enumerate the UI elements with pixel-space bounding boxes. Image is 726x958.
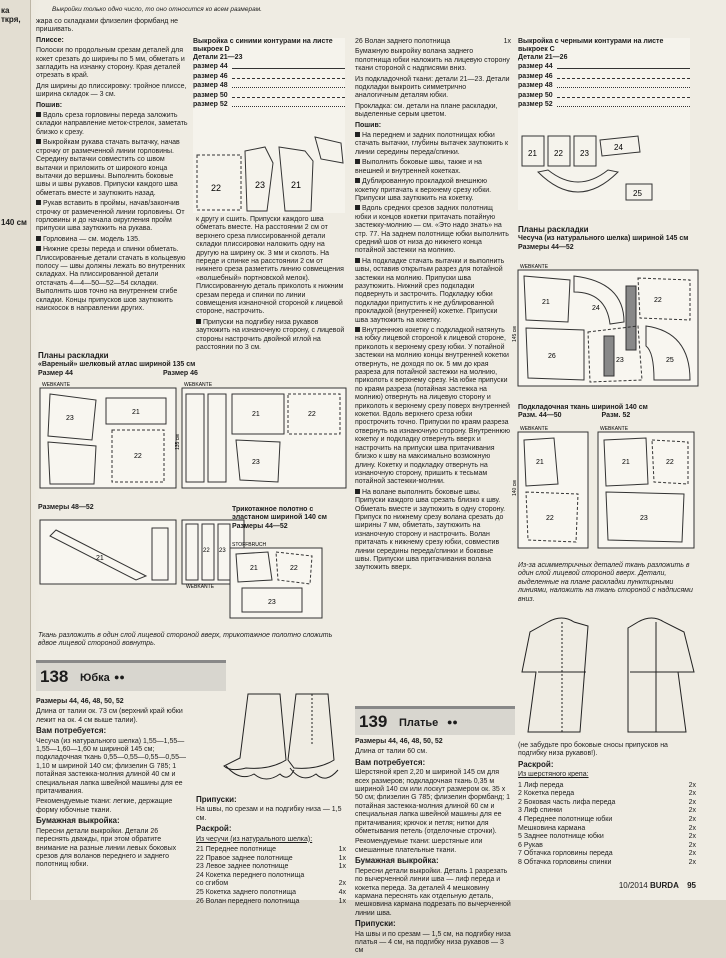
cut-item-qty: 2x [688,798,696,806]
model-139-need-extra: Рекомендуемые ткани: шерстяные или смешанные плательные ткани. [355,838,483,854]
poshiv-heading: Пошив: [36,101,63,109]
webkante-46: WEBKANTE [184,382,213,388]
strip-text-2: 140 см [1,218,27,227]
piece-21-label: 21 [291,180,302,190]
r-p25: 25 [666,357,674,364]
col3-item-5: На подкладке стачать вытачки и выполнить швы, оставив открытым разрез для потайной застежки на молнию. Припуски шва разутюжить. Нижний срез подкладки подвернуть и застрочить. Подкладку юбки подкладки припустить к не дублированной прокладкой (внутренней) кокетке. Припуски шва заутюжить на кокетку. [355,257,505,324]
stoffbruch-label: STOFFBRUCH [232,542,267,548]
skirt-technical-drawing [230,690,340,800]
cut-list-item [196,863,346,872]
c-piece-23: 23 [580,149,589,158]
model-139-allow-text: На швы и по срезам — 1,5 см, на подгибку низа платья — 4 см, на подгибку низа рукавов — 3 см [355,930,511,955]
cut-item-name: 25 Кокетка заднего полотнища [196,889,297,896]
col2-p1: к другу и сшить. Припуски каждого шва обметать вместе. На расстоянии 2 см от верхнего среза плиссированной детали складки плиссировки наложить одну на другую на ширину ок. 3 мм и сколоть. На переде и спинке на расстоянии 2 см от нижнего среза разметить линию совмещения «волшебный» портновской мелок). Плиссированную деталь приколоть к нижним срезам переда и спинки по линии совмещения изнаночной стороной к лицевой стороне, настрочить. [196,216,344,316]
dress-technical-drawing [518,612,698,742]
model-139-length: Длина от талии 60 см. [355,748,428,756]
size-52-label: размер 52 [193,101,228,108]
cut-item-name: 24 Кокетка переднего полотнища [196,871,305,879]
plans-fabric: «Вареный» шелковый атлас шириной 135 см [38,361,196,369]
col3-item-6: Внутреннюю кокетку с подкладкой натянуть на юбку лицевой стороной к лицевой стороне, приколоть к верхнему срезу юбки. У потайной застежки на молнию концы внутренней кокетки отвернуть, не доходя по ок. 5 мм до края разреза для потайной застежки на молнию, приколоть к верхнему срезу. На юбке припуски по краям разреза (потайная застежка на молнию) отвернуть на лицевую сторону и приколоть к верхнему срезу поверх внутренней кокетки. Вдоль верхнего среза юбки прострочить точно. Припуски по краям разреза отвернуть на изнаночную сторону. Внутреннюю кокетку и подкладку отвернуть вверх и настрочить на припуски шва притачивания близко к шву на максимально возможную длину. Кокетку и подкладку отвернуть на изнаночную сторону, пришить к тесьмам потайной застежки-молнии. [355,327,511,486]
piece-22-label: 22 [211,183,222,193]
allowance-text: На швы, по срезам и на подгибку низа — 1,5 см. [196,806,342,822]
knit-plan [228,540,328,622]
cut-item-qty: 2x [688,841,696,849]
intro-text: жара со складками флизелин формбанд не пришивать. [36,18,179,34]
model-138-text [36,698,192,872]
size-50-label: размер 50 [193,91,228,99]
p46-21: 21 [252,411,260,418]
cut-item-qty: 2x [688,858,696,866]
cut-item-qty: 2x [688,824,696,832]
cut-item-qty: 2x [688,833,696,841]
dress-cut-section [518,742,696,868]
lining-cutting-plan [514,424,704,554]
c-size-48-label: размер 48 [518,82,553,89]
cut-list-item [518,833,696,842]
knit-p22: 22 [290,565,298,572]
cut-list-item [518,782,696,791]
knit-sizes: Размеры 44—52 [232,522,288,530]
pattern-c-details: Детали 21—26 [518,54,568,61]
model-138-name: Юбка [80,672,110,684]
cut-item-name: 22 Правое заднее полотнище [196,854,293,862]
model-138-need-extra: Рекомендуемые ткани: легкие, держащие форму юбочные ткани. [36,798,173,814]
cut-item-qty: 2x [688,781,696,789]
cut-item-name: 3 Лиф спинки [518,807,563,815]
right-width-label: 145 см [512,326,518,342]
webkante-48: WEBKANTE [186,584,215,590]
model-138-cut [196,796,346,906]
knit-p21: 21 [250,565,258,572]
col3-item-7: На волане выполнить боковые швы. Припуски каждого шва срезать близко к шву. Обметать вместе и заутюжить в одну сторону. Припуск по нижнему срезу волана срезать до ширины 7 мм, обметать, заутюжить на изнаночную сторону и настрочить. Волан притачать к нижнему срезу юбки, совместив линии середины переда/спинки и боковые швы. Припуски шва притачивания волана заутюжить вверх. [355,488,506,572]
col3-p1: Бумажную выкройку волана заднего полотнища юбки наложить на лицевую сторону ткани стороной с надписями вниз. [355,48,510,73]
r-p26: 26 [548,353,556,360]
model-139-allow-heading: Припуски: [355,919,396,929]
cut-list-item [518,859,696,868]
model-138-titlebar [36,660,226,691]
cut-item-name: 8 Обтачка горловины спинки [518,858,612,866]
model-138-sizes: Размеры 44, 46, 48, 50, 52 [36,698,124,705]
pattern-box-c [518,38,690,210]
cut-item-name: 7 Обтачка горловины переда [518,850,613,858]
page-number: 95 [687,881,696,890]
model-138-length: Длина от талии ок. 73 см (верхний край юбки лежит на ок. 4 см выше талии). [36,708,183,724]
model-139-paper-text: Пересни детали выкройки. Деталь 1 разрезать по вычерченной линии шва — лиф переда и кокетка переда. За деталей 4 мешковину кармана переснять как отдельную деталь, мешковина кармана подрезать по вычерченной линии шва. [355,867,511,917]
model-139-paper-heading: Бумажная выкройка: [355,856,439,866]
plans-heading: Планы раскладки [38,351,109,360]
plisse-heading: Плиссе: [36,36,64,44]
r-p22: 22 [654,297,662,304]
c-piece-21: 21 [528,149,537,158]
poshiv-p4: Горловина — см. модель 135. [43,235,141,243]
r-p21: 21 [542,299,550,306]
cut-list-item [518,816,696,825]
cut-list-item [518,825,696,834]
cut-list-item [196,846,346,855]
c-size-50-label: размер 50 [518,91,553,99]
col2-p2: Припуски на подгибку низа рукавов заутюжить на изнаночную сторону, с лицевой стороны настрочить двойной иглой на расстоянии по 3 см. [196,318,345,352]
volan-qty: 1x [503,38,511,45]
lin-p22: 22 [546,515,554,522]
plisse-text-2: Для ширины до плиссировку: тройное плиссе, ширина складок — 3 см. [36,82,187,99]
cut-item-name: 6 Рукав [518,841,543,849]
dress-cut-heading: Раскрой: [518,759,554,769]
c-piece-25: 25 [633,189,642,198]
c-piece-22: 22 [554,149,563,158]
cut-item-name: Мешковина кармана [518,824,586,832]
allowance-heading: Припуски: [196,795,237,804]
cut-item-name: 2 Кокетка переда [518,790,575,798]
p44-22: 22 [134,453,142,460]
width-label-135: 135 см [175,434,181,450]
lin-p23: 23 [640,515,648,522]
c-piece-24: 24 [614,143,623,152]
cut-item-qty: 1x [338,846,346,854]
model-138-paper-heading: Бумажная выкройка: [36,816,120,826]
right-plans-heading: Планы раскладки [518,225,589,234]
cut-item-name: 23 Левое заднее полотнище [196,863,289,871]
lin-p22b: 22 [666,459,674,466]
strip-text-1: ка ткря, [1,6,21,24]
size-44-label: размер 44 [193,63,228,70]
lining-header [518,404,698,421]
knit-title [232,506,352,531]
right-plans-caption: Из-за асимметричных деталей ткань разложить в один слой лицевой стороной вверх. Детали, выделенные на плане раскладки пунктирными линиями, наложить на ткань стороной с надписями вниз. [518,562,693,603]
cut-item-qty: 2x [688,790,696,798]
model-138-paper-text: Пересни детали выкройки. Детали 26 переснять дважды, при этом обратите внимание на разные линии левых боковых срезов для воланов переднего и заднего полотнищ юбки. [36,827,177,869]
model-139-sizes: Размеры 44, 46, 48, 50, 52 [355,738,443,745]
size-46-label: размер 46 [193,72,228,80]
pattern-c-thumbnails [518,132,688,210]
cut-item-qty: 1x [338,854,346,862]
lin-p21b: 21 [622,459,630,466]
cut-item-qty: 2x [338,880,346,888]
cut-list-139 [518,782,696,868]
p48-21: 21 [96,555,104,562]
cut-list-item [196,889,346,898]
cut-list-item [518,807,696,816]
col3-p2: Из подкладочной ткани: детали 21—23. Детали подкладки выкроить симметрично аналогичным деталям юбки. [355,75,510,100]
column-2-text [196,216,348,355]
cut-item-qty: 2x [688,807,696,815]
cut-heading: Раскрой: [196,824,232,834]
size-48-label: размер 48 [193,82,228,89]
knit-p23: 23 [268,599,276,606]
poshiv-p5: Нижние срезы переда и спинки обметать. Плиссированные детали стачать в кольцевую полосу — швы должны лежать во внутренних складках. На плиссированной детали отстачать 4—4—50—52—54 складки. Выполнить шов точно на внутреннем сгибе складки. Концы припусков шов заутюжить наискосок в направлении других. [36,246,186,312]
dress-note: (не забудьте про боковые сносы припусков на подгибку низа рукавов!). [518,742,668,758]
model-139-number: 139 [359,712,388,731]
model-139-name: Платье [399,717,439,729]
p44-21: 21 [132,409,140,416]
col3-item-1: На переднем и задних полотнищах юбки стачать вытачки, глубины вытачек заутюжить к линии середины переда/спинки. [355,132,509,156]
knit-title-text: Трикотажное полотно с эластаном шириной 140 см [232,506,327,522]
model-138-need-text: Чесуча (из натурального шелка) 1,55—1,55—1,55—1,60—1,60 м шириной 145 см; подкладочная ткань 0,55—0,55—0,55—0,55—1,10 м шириной 140 см; флизелин G 785; 1 потайная застежка-молния длиной 40 см и специальная лапка швейной машины для ее притачивания. [36,737,186,796]
pattern-d-title: Выкройка с синими контурами на листе выкроек D [193,38,333,53]
plan-size-44: Размер 44 [38,369,73,377]
issue-number: 10/2014 [618,881,648,890]
lining-webkante-2: WEBKANTE [600,426,629,432]
plisse-text: Полоски по продольным срезам деталей для кокет срезать до ширины по 5 мм, обметать и загладить на изнанку сторону. Края деталей отрезать в край. [36,47,185,80]
lining-webkante-1: WEBKANTE [520,426,549,432]
col3-item-3: Дублированную прокладкой внешнюю кокетку притачать к верхнему срезу юбки. Припуски шва заутюжить на кокетку. [355,178,492,202]
cut-item-name: со сгибом [196,880,229,888]
cut-list-item [196,855,346,864]
cut-item-name: 4 Переднее полотнище юбки [518,816,613,823]
cut-list-item [518,850,696,859]
volan-line: 26 Волан заднего полотнища [355,38,451,45]
model-138-need-heading: Вам потребуется: [36,726,107,736]
model-138-difficulty: ●● [114,672,125,682]
model-139-text [355,738,513,958]
piece-23-label: 23 [255,180,266,190]
p46-23: 23 [252,459,260,466]
cut-list-item [518,799,696,808]
cut-list-item [196,880,346,889]
webkante-44: WEBKANTE [42,382,71,388]
lining-title: Подкладочная ткань шириной 140 см [518,404,648,411]
poshiv-p2: Выкройкам рукава стачать вытачку, начав строчку от размеченной линии горловины. Середину вытачки совместить со швом вытачки и приложить от широкого конца вытачки до вершины. Выполнить боковые швы и швы рукавов. Припуски каждого шва обметать вместе и заутюжить назад. [36,139,180,197]
right-plans-fabric: Чесуча (из натурального шелка) шириной 145 см [518,235,689,243]
cut-list-138 [196,846,346,906]
lining-width-label: 140 см [512,480,518,496]
right-plans-sizes: Размеры 44—52 [518,243,574,251]
cut-item-qty: 1x [338,863,346,871]
pattern-d-thumbnails [195,133,345,213]
plans-size-48-52: Размеры 48—52 [38,504,94,511]
p46-22: 22 [308,411,316,418]
cut-item-name: 21 Переднее полотнище [196,846,276,854]
plan-size-46: Размер 46 [162,369,198,377]
previous-page-edge [0,0,31,900]
cut-item-qty: 4x [338,889,346,896]
model-138-number: 138 [40,667,69,686]
page-footer [619,881,696,890]
pattern-box-d [193,38,345,213]
c-size-46-label: размер 46 [518,72,553,80]
r-p23: 23 [616,357,624,364]
model-139-need-heading: Вам потребуется: [355,757,426,767]
lining-size-2: Разм. 52 [601,412,631,420]
pattern-d-details: Детали 21—23 [193,54,243,61]
col3-p3: Прокладка: см. детали на плане раскладки, выделенные серым цветом. [355,102,498,119]
lining-size-1: Разм. 44—50 [518,412,562,420]
cut-list-item [518,790,696,799]
dress-cut-sub: Из шерстяного крепа: [518,771,589,779]
p44-23: 23 [66,415,74,422]
r-p24: 24 [592,305,600,312]
right-webkante: WEBKANTE [520,264,549,270]
left-plans-header [38,350,348,378]
p48-23: 23 [219,548,226,554]
lin-p21: 21 [536,459,544,466]
col3-item-2: Выполнить боковые швы, также и на внешней и внутренней кокетках. [355,159,482,175]
col3-item-4: Вдоль средних срезов задних полотнищ юбки и концов кокетки притачать потайную застежку-молнию — см. «Это надо знать» на стр. 77. На заднем полотнище юбки выполнить средний шов от низа до нижнего конца потайной застежки на молнию. [355,205,509,255]
pattern-c-title: Выкройка с черными контурами на листе выкроек C [518,38,664,53]
cut-subheading: Из чесучи (из натурального шелка): [196,835,313,843]
cut-item-qty: 1x [338,897,346,905]
c-size-44-label: размер 44 [518,63,553,70]
left-plans-caption: Ткань разложить в один слой лицевой стороной вверх, трикотажное полотно сложить вдвое лицевой стороной вовнутрь. [38,632,333,648]
column-1-text [36,18,188,315]
model-139-titlebar [355,706,515,735]
brand-name: BURDA [649,881,679,890]
cut-item-qty: 2x [688,816,696,823]
model-139-difficulty: ●● [447,717,458,727]
cut-item-name: 2 Боковая часть лифа переда [518,798,616,806]
right-plans-header [518,224,698,252]
cut-item-name: 1 Лиф переда [518,781,564,789]
top-note: Выкройки только одно число, то оно относится ко всем размерам. [52,6,262,13]
p48-22: 22 [203,548,210,554]
poshiv-p3: Рукав вставить в проймы, начав/закончив строчку от размеченной линии горловины. От горловины и до начала округления пройм припуски шва заутюжить на рукава. [36,200,185,233]
cut-item-name: 5 Заднее полотнище юбки [518,833,604,841]
col3-poshiv-heading: Пошив: [355,121,382,129]
column-3-text [355,38,511,575]
model-139-need-text: Шерстяной креп 2,20 м шириной 145 см для всех размеров; подкладочная ткань 0,35 м шириной 140 см или лоскут размером ок. 35 x 50 см; флизелин G 785; флизелин формбанд; 1 потайная застежка-молния длиной 60 см и специальная лапка швейной машины для ее притачивания; крючок и петля; нитки для обметывания петель (отделочные строчки). [355,769,511,836]
poshiv-p1: Вдоль среза горловины переда заложить складки направление меток-стрелок, заметать близко к срезу. [36,112,188,136]
cut-item-name: 26 Волан переднего полотнища [196,897,300,905]
right-cutting-plan [514,262,704,392]
cut-list-item [196,898,346,907]
c-size-52-label: размер 52 [518,101,553,108]
cut-item-qty: 2x [688,850,696,858]
